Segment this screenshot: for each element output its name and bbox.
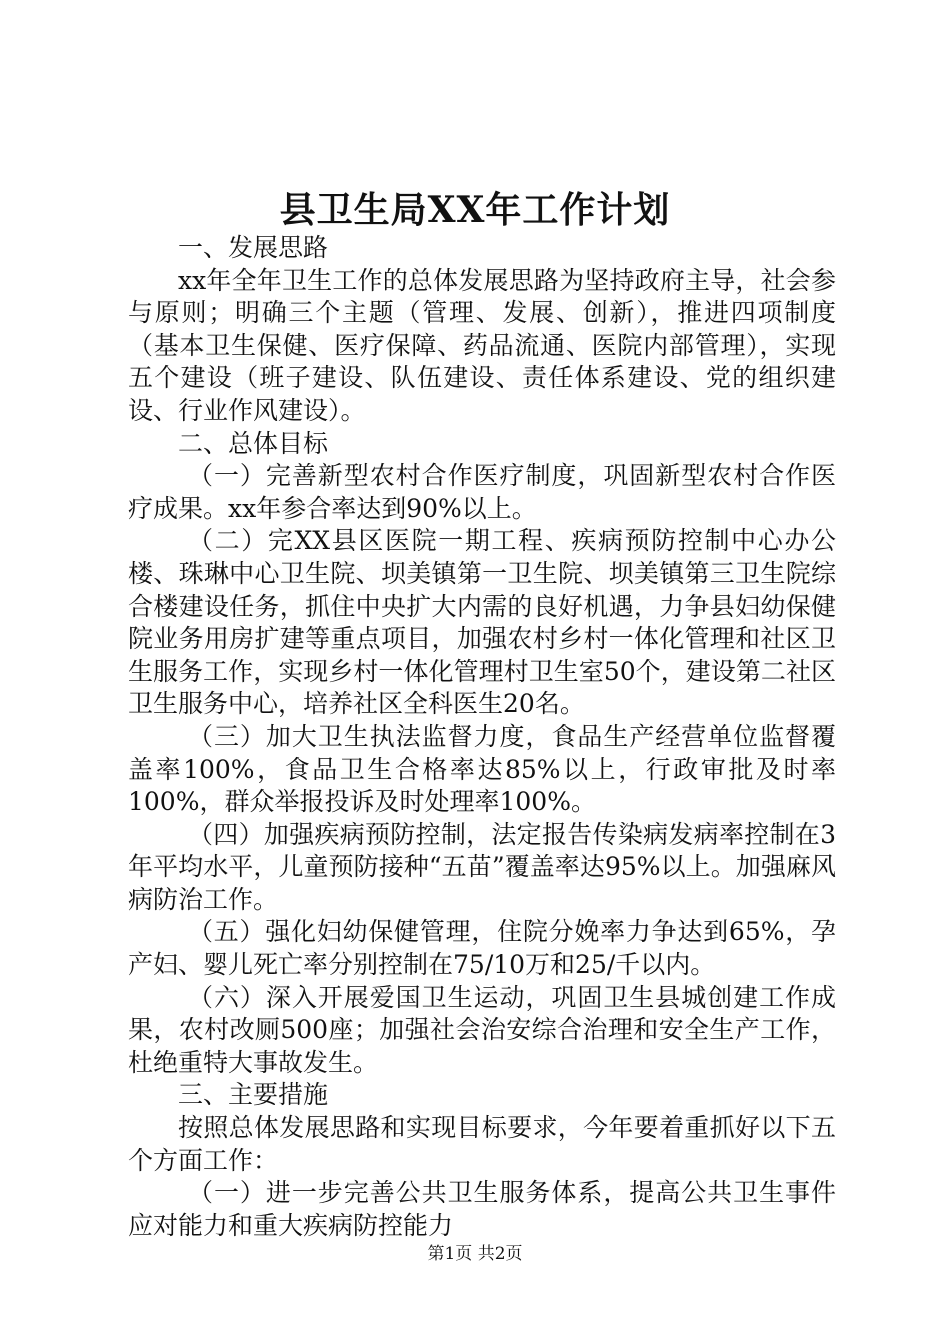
section-heading-3: 三、主要措施: [178, 1080, 329, 1110]
section-heading-1: 一、发展思路: [178, 233, 329, 262]
goal-item-5: （五）强化妇幼保健管理，住院分娩率力争达到65%，孕产妇、婴儿死亡率分别控制在75/10万和25/千以内。: [128, 917, 836, 980]
goal-item-1: （一）完善新型农村合作医疗制度，巩固新型农村合作医疗成果。xx年参合率达到90%以上。: [128, 461, 836, 523]
goal-item-2: （二）完XX县区医院一期工程、疾病预防控制中心办公楼、珠琳中心卫生院、坝美镇第一卫生院、坝美镇第三卫生院综合楼建设任务，抓住中央扩大内需的良好机遇，力争县妇幼保健院业务用房扩建等重点项目，加强农村乡村一体化管理和社区卫生服务工作，实现乡村一体化管理村卫生室50个，建设第二社区卫生服务中心，培养社区全科医生20名。: [128, 526, 836, 719]
goal-item-4: （四）加强疾病预防控制，法定报告传染病发病率控制在3年平均水平，儿童预防接种“五苗”覆盖率达95%以上。加强麻风病防治工作。: [128, 819, 836, 914]
document-title: 县卫生局XX年工作计划: [279, 189, 671, 231]
page-footer: 第1页 共2页: [427, 1244, 523, 1264]
section-heading-2: 二、总体目标: [178, 428, 329, 458]
goal-item-6: （六）深入开展爱国卫生运动，巩固卫生县城创建工作成果，农村改厕500座；加强社会治安综合治理和安全生产工作，杜绝重特大事故发生。: [128, 982, 836, 1077]
measure-item-1: （一）进一步完善公共卫生服务体系，提高公共卫生事件应对能力和重大疾病防控能力: [128, 1178, 836, 1240]
body-paragraph-1: xx年全年卫生工作的总体发展思路为坚持政府主导，社会参与原则；明确三个主题（管理、发展、创新），推进四项制度（基本卫生保健、医疗保障、药品流通、医院内部管理），实现五个建设（班子建设、队伍建设、责任体系建设、党的组织建设、行业作风建设）。: [128, 265, 836, 425]
goal-item-3: （三）加大卫生执法监督力度，食品生产经营单位监督覆盖率100%，食品卫生合格率达85%以上，行政审批及时率100%，群众举报投诉及时处理率100%。: [128, 721, 836, 817]
document-body: [128, 232, 836, 1242]
body-paragraph-2: 按照总体发展思路和实现目标要求，今年要着重抓好以下五个方面工作：: [128, 1113, 836, 1175]
